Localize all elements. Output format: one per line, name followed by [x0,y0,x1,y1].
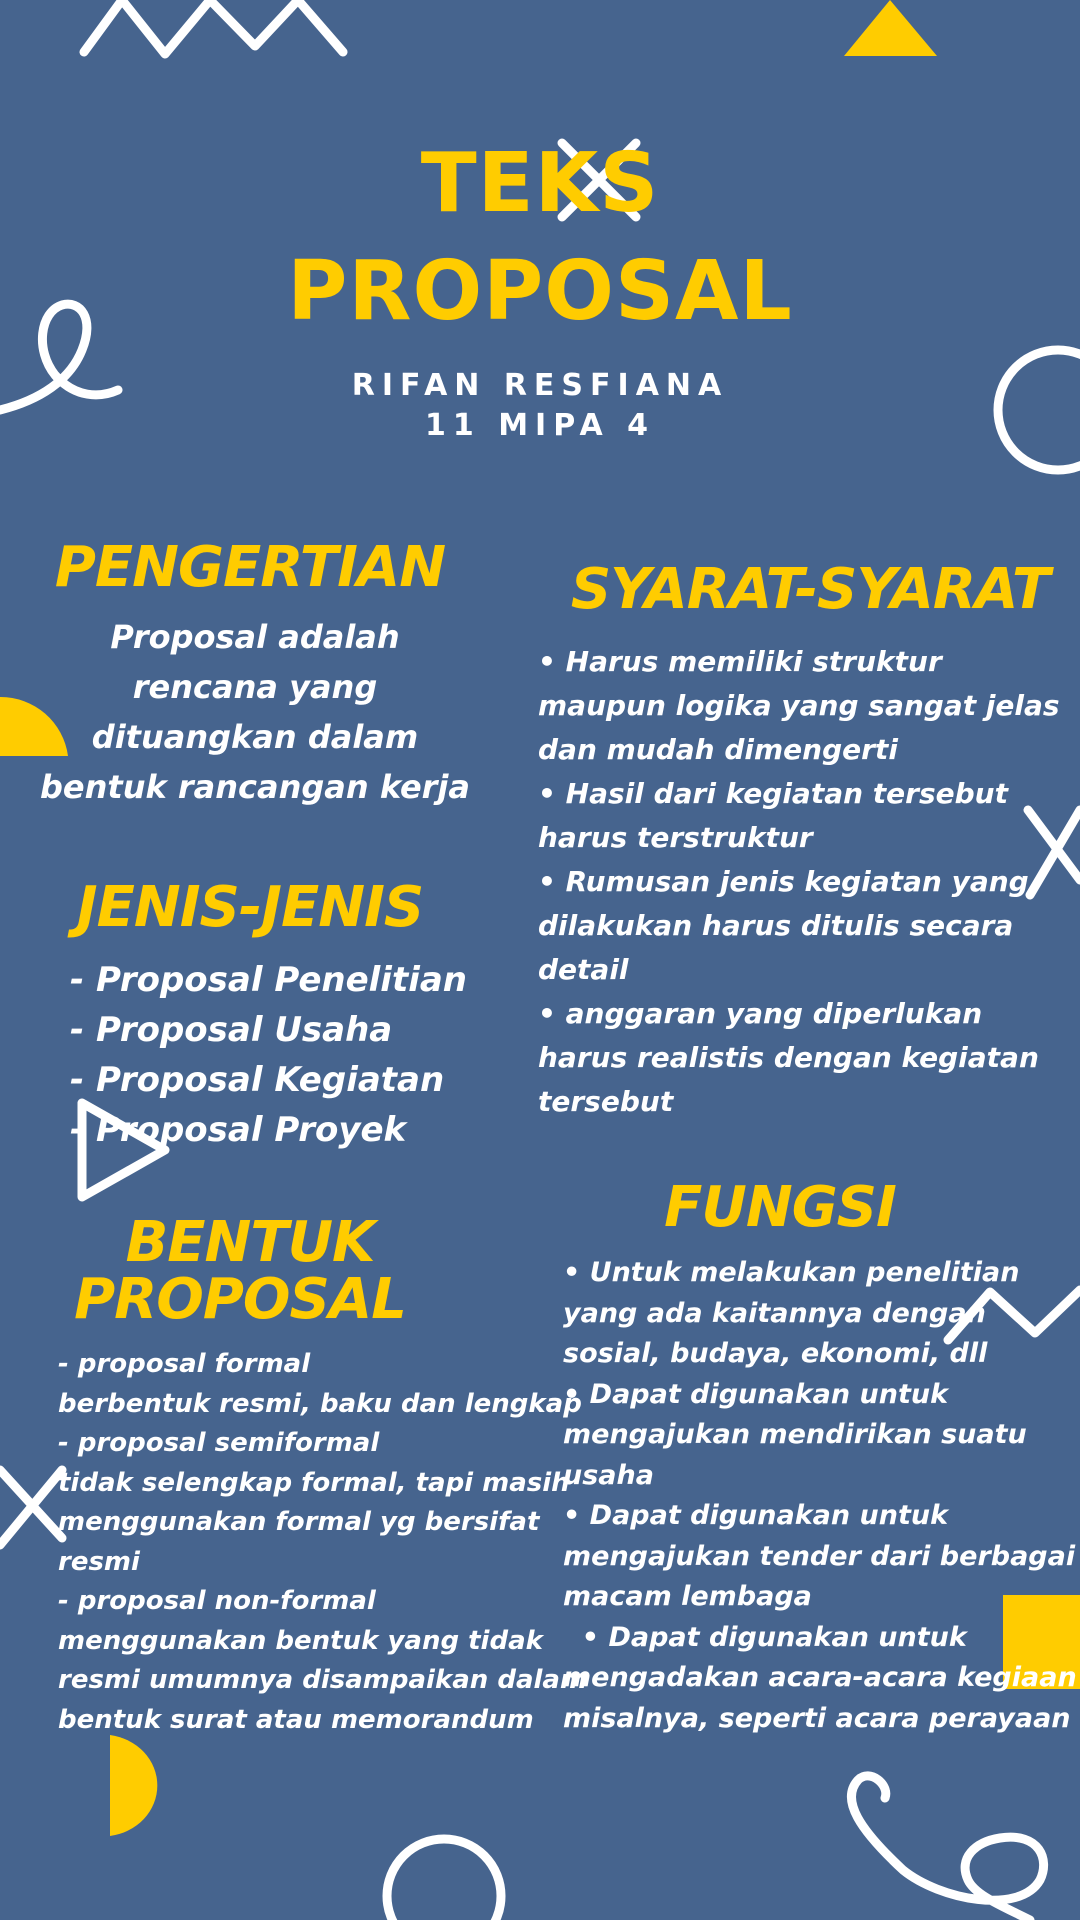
pengertian-line: rencana yang [132,668,378,706]
list-item: - Proposal Proyek [70,1110,407,1150]
bentuk-line: menggunakan bentuk yang tidak [58,1625,543,1656]
syarat-line: • Rumusan jenis kegiatan yang [538,865,1029,898]
syarat-line: dan mudah dimengerti [538,733,898,766]
pengertian-heading: PENGERTIAN [54,535,446,600]
syarat-line: dilakukan harus ditulis secara [538,909,1014,942]
triangle-yellow-top-shape [844,0,937,56]
list-item: - Proposal Usaha [70,1010,393,1050]
syarat-line: tersebut [538,1085,674,1118]
bentuk-line: menggunakan formal yg bersifat [58,1507,540,1537]
syarat-line: harus realistis dengan kegiatan [538,1041,1039,1074]
bentuk-line: - proposal formal [58,1349,311,1379]
syarat-line: • Hasil dari kegiatan tersebut [538,777,1008,810]
author-name: RIFAN RESFIANA [351,368,729,403]
pengertian-text [40,612,470,812]
bentuk-line: tidak selengkap formal, tapi masih [58,1467,570,1498]
bentuk-line: - proposal semiformal [58,1428,380,1458]
loop-squiggle-bottom-shape [851,1776,1043,1920]
bentuk-line: bentuk surat atau memorandum [58,1704,534,1735]
fungsi-line: macam lembaga [563,1581,812,1612]
syarat-line: detail [538,953,629,986]
x-mark-left-shape [0,1470,62,1545]
syarat-line: • anggaran yang diperlukan [538,997,983,1030]
fungsi-line: misalnya, seperti acara perayaan [563,1702,1071,1734]
fungsi-line: yang ada kaitannya dengan [563,1297,986,1329]
bentuk-line: - proposal non-formal [58,1586,376,1616]
fungsi-line: usaha [563,1459,654,1491]
fungsi-line: mengajukan mendirikan suatu [563,1419,1027,1450]
fungsi-line: • Dapat digunakan untuk [563,1378,949,1410]
zigzag-top-shape [84,0,343,54]
syarat-line: • Harus memiliki struktur [538,645,942,678]
circle-right-shape [998,350,1080,470]
title-line-2: PROPOSAL [287,244,793,339]
bentuk-heading-line-1: BENTUK [125,1210,375,1275]
bentuk-line: berbentuk resmi, baku dan lengkap [58,1388,582,1419]
fungsi-line: mengajukan tender dari berbagai [563,1540,1076,1572]
pengertian-line: dituangkan dalam [91,718,419,756]
pengertian-line: Proposal adalah [110,618,400,656]
fungsi-line: • Untuk melakukan penelitian [563,1257,1020,1288]
syarat-line: maupun logika yang sangat jelas [538,689,1060,722]
fungsi-line: • Dapat digunakan untuk [563,1621,967,1653]
fungsi-line: • Dapat digunakan untuk [563,1500,949,1531]
fungsi-line: mengadakan acara-acara kegiaan [563,1662,1077,1693]
circle-bottom-shape [387,1839,501,1920]
jenis-list [70,955,467,1155]
syarat-text [538,640,1060,1124]
fungsi-text [563,1253,1077,1739]
bentuk-heading-line-2: PROPOSAL [74,1267,406,1332]
jenis-heading: JENIS-JENIS [76,875,424,940]
fungsi-line: sosial, budaya, ekonomi, dll [563,1338,988,1369]
list-item: - Proposal Penelitian [70,960,468,1000]
author-class: 11 MIPA 4 [425,408,655,443]
syarat-heading: SYARAT-SYARAT [570,557,1050,622]
list-item: - Proposal Kegiatan [70,1060,445,1100]
half-circle-bottom-shape [110,1735,157,1836]
bentuk-line: resmi umumnya disampaikan dalam [58,1665,588,1695]
fungsi-heading: FUNGSI [664,1175,896,1240]
title-line-1: TEKS [420,136,660,231]
syarat-line: harus terstruktur [538,821,813,854]
bentuk-line: resmi [58,1546,140,1577]
pengertian-line: bentuk rancangan kerja [40,768,470,806]
bentuk-text [58,1345,587,1740]
